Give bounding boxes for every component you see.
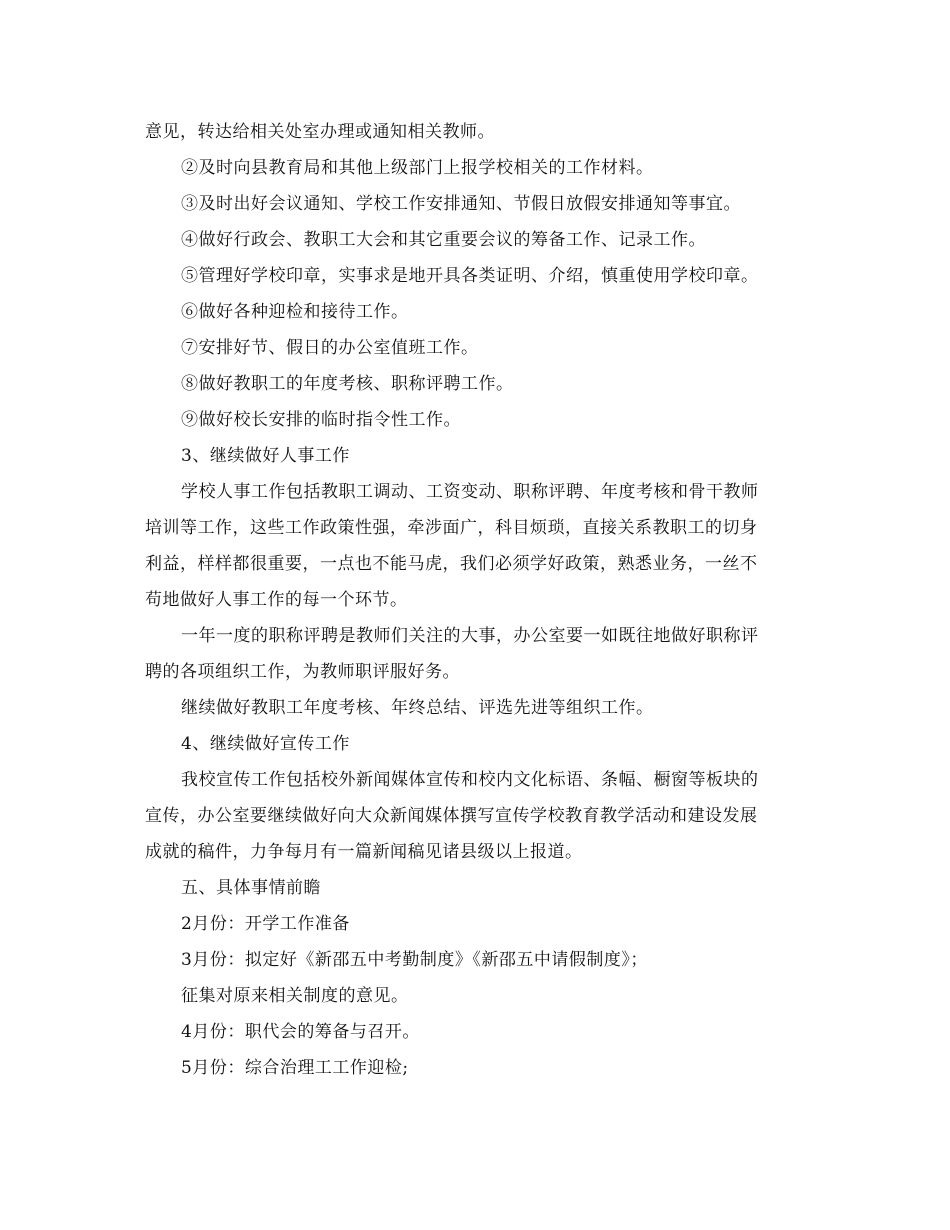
list-item: ②及时向县教育局和其他上级部门上报学校相关的工作材料。: [181, 158, 654, 178]
section-heading: 3、继续做好人事工作: [181, 446, 350, 466]
paragraph-line: 宣传，办公室要继续做好向大众新闻媒体撰写宣传学校教育教学活动和建设发展: [145, 806, 758, 826]
list-item: ⑨做好校长安排的临时指令性工作。: [181, 410, 461, 430]
document-body: [145, 114, 805, 1086]
schedule-item: 5月份：综合治理工工作迎检;: [181, 1058, 409, 1078]
paragraph-line: 我校宣传工作包括校外新闻媒体宣传和校内文化标语、条幅、橱窗等板块的: [181, 770, 759, 790]
list-item: ⑤管理好学校印章，实事求是地开具各类证明、介绍，慎重使用学校印章。: [181, 266, 759, 286]
section-heading: 五、具体事情前瞻: [181, 878, 321, 898]
list-item: ⑥做好各种迎检和接待工作。: [181, 302, 409, 322]
paragraph-line: 成就的稿件，力争每月有一篇新闻稿见诸县级以上报道。: [145, 842, 583, 862]
paragraph-line: 学校人事工作包括教职工调动、工资变动、职称评聘、年度考核和骨干教师: [181, 482, 759, 502]
paragraph-line: 聘的各项组织工作，为教师职评服好务。: [145, 662, 460, 682]
list-item: ⑦安排好节、假日的办公室值班工作。: [181, 338, 479, 358]
schedule-item: 4月份：职代会的筹备与召开。: [181, 1022, 420, 1042]
schedule-item: 2月份：开学工作准备: [181, 914, 350, 934]
list-item: ⑧做好教职工的年度考核、职称评聘工作。: [181, 374, 514, 394]
schedule-item: 征集对原来相关制度的意见。: [181, 986, 409, 1006]
paragraph-line: 利益，样样都很重要，一点也不能马虎，我们必须学好政策，熟悉业务，一丝不: [145, 554, 758, 574]
paragraph-line: 苟地做好人事工作的每一个环节。: [145, 590, 408, 610]
paragraph-line: 一年一度的职称评聘是教师们关注的大事，办公室要一如既往地做好职称评: [181, 626, 759, 646]
section-heading: 4、继续做好宣传工作: [181, 734, 350, 754]
schedule-item: 3月份：拟定好《新邵五中考勤制度》《新邵五中请假制度》；: [181, 950, 648, 970]
paragraph-line: 继续做好教职工年度考核、年终总结、评选先进等组织工作。: [181, 698, 654, 718]
list-item: ④做好行政会、教职工大会和其它重要会议的筹备工作、记录工作。: [181, 230, 706, 250]
text-line: 意见，转达给相关处室办理或通知相关教师。: [145, 122, 495, 142]
list-item: ③及时出好会议通知、学校工作安排通知、节假日放假安排通知等事宜。: [181, 194, 741, 214]
paragraph-line: 培训等工作，这些工作政策性强，牵涉面广，科目烦琐，直接关系教职工的切身: [145, 518, 758, 538]
